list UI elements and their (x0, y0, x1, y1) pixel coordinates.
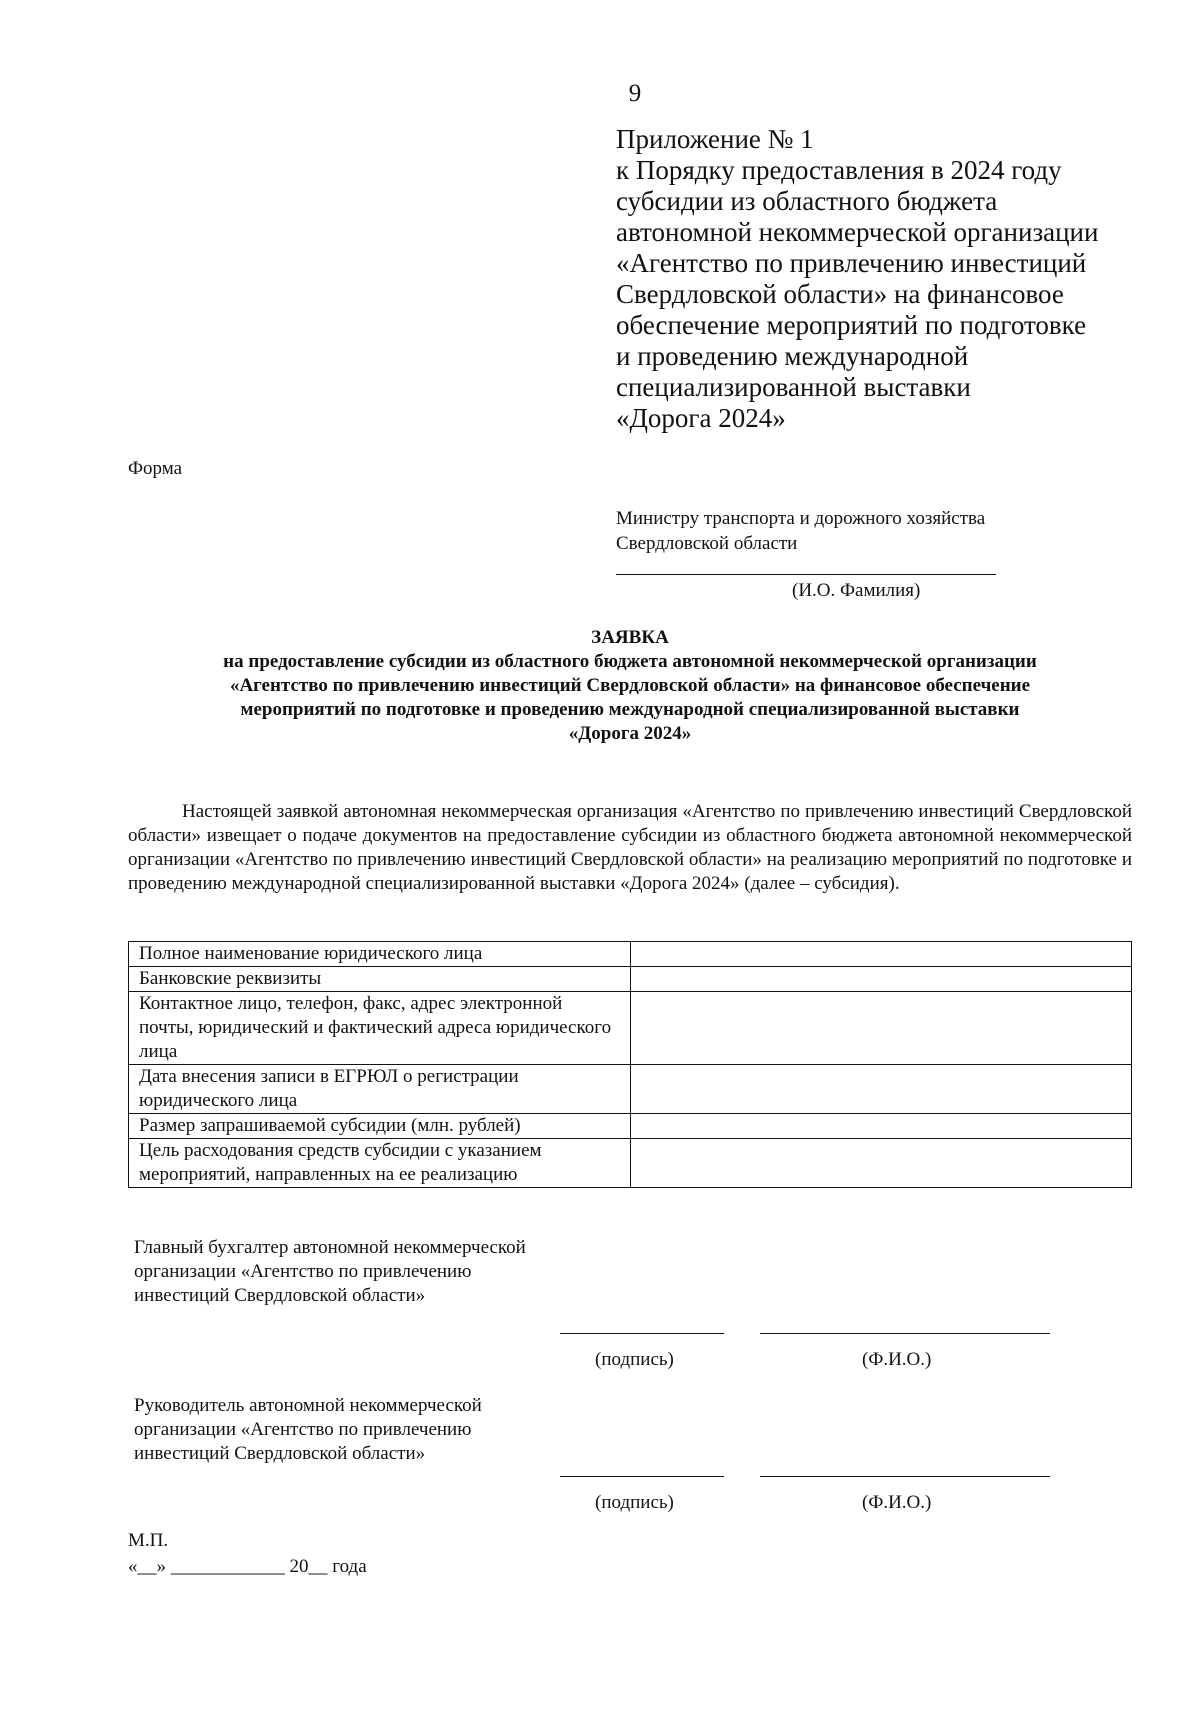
director-name-caption: (Ф.И.О.) (862, 1492, 932, 1513)
accountant-sign-caption: (подпись) (595, 1349, 674, 1370)
table-row (129, 1139, 1132, 1188)
row-value[interactable] (631, 967, 1132, 992)
recipient-line: Свердловской области (616, 533, 798, 554)
row-value[interactable] (631, 1114, 1132, 1139)
row-label: Полное наименование юридического лица (129, 942, 631, 967)
row-value[interactable] (631, 1139, 1132, 1188)
row-label: Цель расходования средств субсидии с указанием мероприятий, направленных на ее реализацию (129, 1139, 631, 1188)
intro-paragraph: Настоящей заявкой автономная некоммерческая организация «Агентство по привлечению инвестиций Свердловской области» извещает о подаче документов на предоставление субсидии из областного бюджета автономной некоммерческой организации «Агентство по привлечению инвестиций Свердловской области» на реализацию мероприятий по подготовке и проведению международной специализированной выставки «Дорога 2024» (далее – субсидия). (128, 801, 1132, 894)
accountant-label: Главный бухгалтер автономной некоммерческой организации «Агентство по привлечению инвестиций Свердловской области» (134, 1237, 526, 1306)
accountant-name-field[interactable] (760, 1333, 1050, 1334)
director-signature-field[interactable] (560, 1476, 724, 1477)
row-value[interactable] (631, 1065, 1132, 1114)
title-line: на предоставление субсидии из областного бюджета автономной некоммерческой организации (223, 651, 1037, 672)
appendix-line: автономной некоммерческой организации (616, 217, 1099, 247)
date-field[interactable]: «__» ____________ 20__ года (128, 1556, 367, 1577)
row-value[interactable] (631, 992, 1132, 1065)
title-line: «Дорога 2024» (568, 723, 692, 744)
recipient-name-caption: (И.О. Фамилия) (792, 580, 921, 601)
recipient-line: Министру транспорта и дорожного хозяйства (616, 508, 986, 529)
table-row (129, 967, 1132, 992)
director-label: Руководитель автономной некоммерческой организации «Агентство по привлечению инвестиций Свердловской области» (134, 1395, 482, 1464)
application-table (128, 941, 1132, 1188)
recipient-name-field[interactable] (616, 574, 996, 575)
appendix-line: специализированной выставки (616, 372, 971, 402)
row-value[interactable] (631, 942, 1132, 967)
form-label: Форма (128, 458, 183, 479)
appendix-line: обеспечение мероприятий по подготовке (616, 310, 1087, 340)
appendix-line: к Порядку предоставления в 2024 году (616, 155, 1062, 185)
table-row (129, 1065, 1132, 1114)
appendix-line: Приложение № 1 (616, 124, 814, 154)
stamp-label: М.П. (128, 1530, 169, 1551)
appendix-line: Свердловской области» на финансовое (616, 279, 1064, 309)
appendix-line: и проведению международной (616, 341, 969, 371)
page-number: 9 (628, 80, 642, 107)
appendix-line: субсидии из областного бюджета (616, 186, 998, 216)
table-row (129, 1114, 1132, 1139)
table-row (129, 942, 1132, 967)
accountant-name-caption: (Ф.И.О.) (862, 1349, 932, 1370)
director-name-field[interactable] (760, 1476, 1050, 1477)
title-line: «Агентство по привлечению инвестиций Свердловской области» на финансовое обеспечение (229, 675, 1031, 696)
document-title (128, 626, 1132, 746)
row-label: Дата внесения записи в ЕГРЮЛ о регистрации юридического лица (129, 1065, 631, 1114)
recipient-block (616, 506, 1116, 556)
appendix-header (616, 124, 1176, 434)
row-label: Размер запрашиваемой субсидии (млн. рублей) (129, 1114, 631, 1139)
title-line: мероприятий по подготовке и проведению международной специализированной выставки (240, 699, 1020, 720)
row-label: Контактное лицо, телефон, факс, адрес электронной почты, юридический и фактический адреса юридического лица (129, 992, 631, 1065)
director-sign-caption: (подпись) (595, 1492, 674, 1513)
appendix-line: «Дорога 2024» (616, 403, 786, 433)
appendix-line: «Агентство по привлечению инвестиций (616, 248, 1087, 278)
table-row (129, 992, 1132, 1065)
title-heading: ЗАЯВКА (591, 627, 669, 648)
row-label: Банковские реквизиты (129, 967, 631, 992)
accountant-signature-field[interactable] (560, 1333, 724, 1334)
